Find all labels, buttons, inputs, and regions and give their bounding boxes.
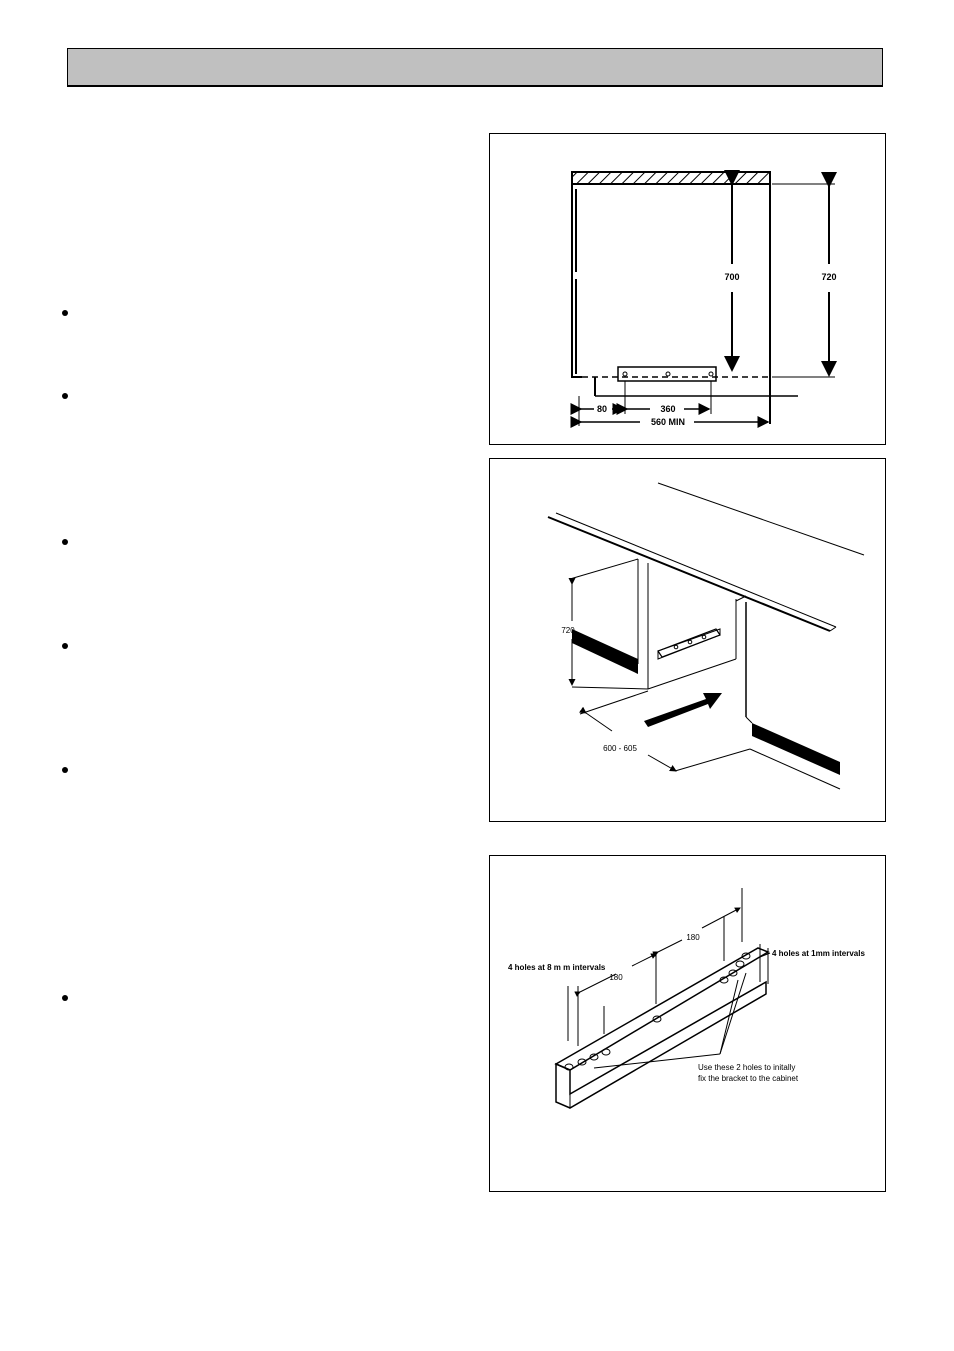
note-line-2: fix the bracket to the cabinet bbox=[698, 1074, 799, 1083]
bullet-point-2 bbox=[62, 393, 68, 399]
figure-bracket-detail bbox=[489, 855, 886, 1192]
note-line-1: Use these 2 holes to initally bbox=[698, 1063, 796, 1072]
bullet-point-3 bbox=[62, 539, 68, 545]
dim-600-605-label: 600 - 605 bbox=[603, 744, 637, 753]
figure-cabinet-dimensions bbox=[489, 133, 886, 445]
left-plinth bbox=[572, 629, 638, 674]
bullet-point-4 bbox=[62, 643, 68, 649]
bracket-detail-drawing bbox=[490, 856, 887, 1193]
cabinet-opening-drawing bbox=[490, 459, 887, 823]
dim-180-left-label: 180 bbox=[609, 973, 623, 982]
label-right-holes: 4 holes at 1mm intervals bbox=[772, 949, 865, 958]
bullet-point-6 bbox=[62, 995, 68, 1001]
dim-720-label: 720 bbox=[561, 626, 575, 635]
fixing-bracket bbox=[618, 367, 716, 381]
dim-560-label: 560 MIN bbox=[650, 417, 686, 427]
dim-720-label: 720 bbox=[821, 272, 837, 282]
worktop-hatched bbox=[572, 172, 770, 184]
section-header-bar bbox=[67, 48, 883, 87]
figure-cabinet-opening bbox=[489, 458, 886, 822]
dim-360-label: 360 bbox=[660, 404, 676, 414]
label-left-holes: 4 holes at 8 m m intervals bbox=[508, 963, 606, 972]
dim-700-label: 700 bbox=[724, 272, 740, 282]
cabinet-dimensions-drawing bbox=[490, 134, 887, 446]
bullet-point-5 bbox=[62, 767, 68, 773]
insert-direction-arrow bbox=[644, 693, 722, 727]
right-plinth bbox=[752, 723, 840, 775]
bullet-point-1 bbox=[62, 310, 68, 316]
bracket-body bbox=[556, 982, 766, 1108]
dim-80-label: 80 bbox=[596, 404, 608, 414]
dim-180-top-label: 180 bbox=[686, 933, 700, 942]
